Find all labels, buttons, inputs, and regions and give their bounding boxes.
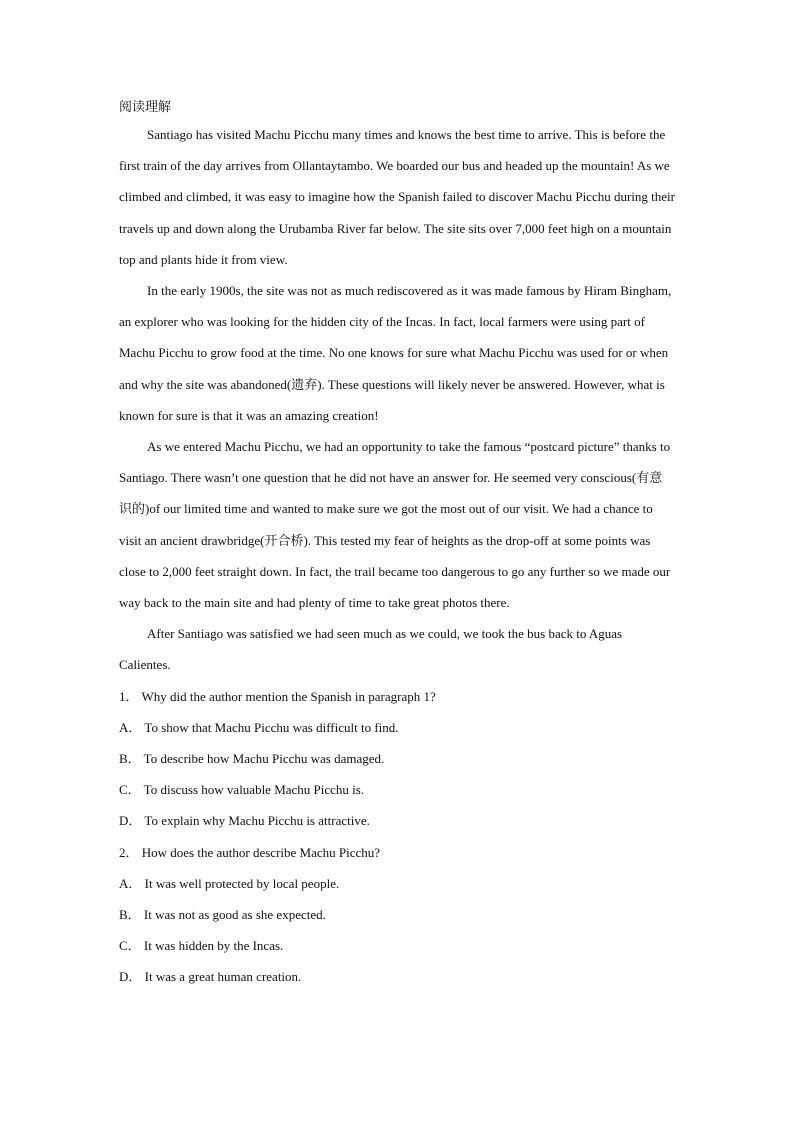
option-letter: A． <box>119 875 142 891</box>
question-stem <box>119 681 675 712</box>
option-a <box>119 712 675 743</box>
option-text: To explain why Machu Picchu is attractive. <box>141 813 370 829</box>
section-heading: 阅读理解 <box>119 99 172 114</box>
option-text: To show that Machu Picchu was difficult to find. <box>141 719 399 735</box>
question-stem <box>119 837 675 868</box>
option-a <box>119 868 675 899</box>
document-page <box>119 95 675 993</box>
option-letter: A． <box>119 719 142 735</box>
question-number: 2． <box>119 844 139 860</box>
question-text: How does the author describe Machu Picchu? <box>138 844 381 860</box>
option-text: To describe how Machu Picchu was damaged. <box>140 751 385 767</box>
question-number: 1． <box>119 688 139 704</box>
option-text: It was well protected by local people. <box>141 875 340 891</box>
passage-paragraph-3: As we entered Machu Picchu, we had an opportunity to take the famous “postcard picture” thanks to Santiago. There wasn’t one question that he did not have an answer for. He seemed very conscious(有意识的)of our limited time and wanted to make sure we got the most out of our visit. We had a chance to visit an ancient drawbridge(开合桥). This tested my fear of heights as the drop-off at some points was close to 2,000 feet straight down. In fact, the trail became too dangerous to go any further so we made our way back to the main site and had plenty of time to take great photos there. <box>119 439 671 611</box>
option-letter: D． <box>119 969 142 985</box>
option-letter: C． <box>119 782 141 798</box>
passage-paragraph-1: Santiago has visited Machu Picchu many times and knows the best time to arrive. This is before the first train of the day arrives from Ollantaytambo. We boarded our bus and headed up the mountain! As we climbed and climbed, it was easy to imagine how the Spanish failed to discover Machu Picchu during their travels up and down along the Urubamba River far below. The site sits over 7,000 feet high on a mountain top and plants hide it from view. <box>119 127 675 267</box>
question-text: Why did the author mention the Spanish in paragraph 1? <box>138 688 436 704</box>
option-d <box>119 961 675 992</box>
option-letter: D． <box>119 813 142 829</box>
option-c <box>119 774 675 805</box>
option-text: It was hidden by the Incas. <box>140 938 284 954</box>
question-2 <box>119 837 675 993</box>
option-letter: C． <box>119 938 141 954</box>
option-b <box>119 899 675 930</box>
option-d <box>119 805 675 836</box>
passage-paragraph-2: In the early 1900s, the site was not as much rediscovered as it was made famous by Hiram Bingham, an explorer who was looking for the hidden city of the Incas. In fact, local farmers were using part of Machu Picchu to grow food at the time. No one knows for sure what Machu Picchu was used for or when and why the site was abandoned(遗弃). These questions will likely never be answered. However, what is known for sure is that it was an amazing creation! <box>119 283 672 423</box>
option-text: It was not as good as she expected. <box>140 907 326 923</box>
option-b <box>119 743 675 774</box>
option-letter: B． <box>119 751 141 767</box>
option-c <box>119 930 675 961</box>
question-list <box>119 681 675 993</box>
passage-paragraph-4: After Santiago was satisfied we had seen much as we could, we took the bus back to Aguas Calientes. <box>119 626 623 673</box>
reading-passage <box>119 119 675 681</box>
question-1 <box>119 681 675 837</box>
option-letter: B． <box>119 907 141 923</box>
option-text: It was a great human creation. <box>141 969 302 985</box>
option-text: To discuss how valuable Machu Picchu is. <box>140 782 365 798</box>
